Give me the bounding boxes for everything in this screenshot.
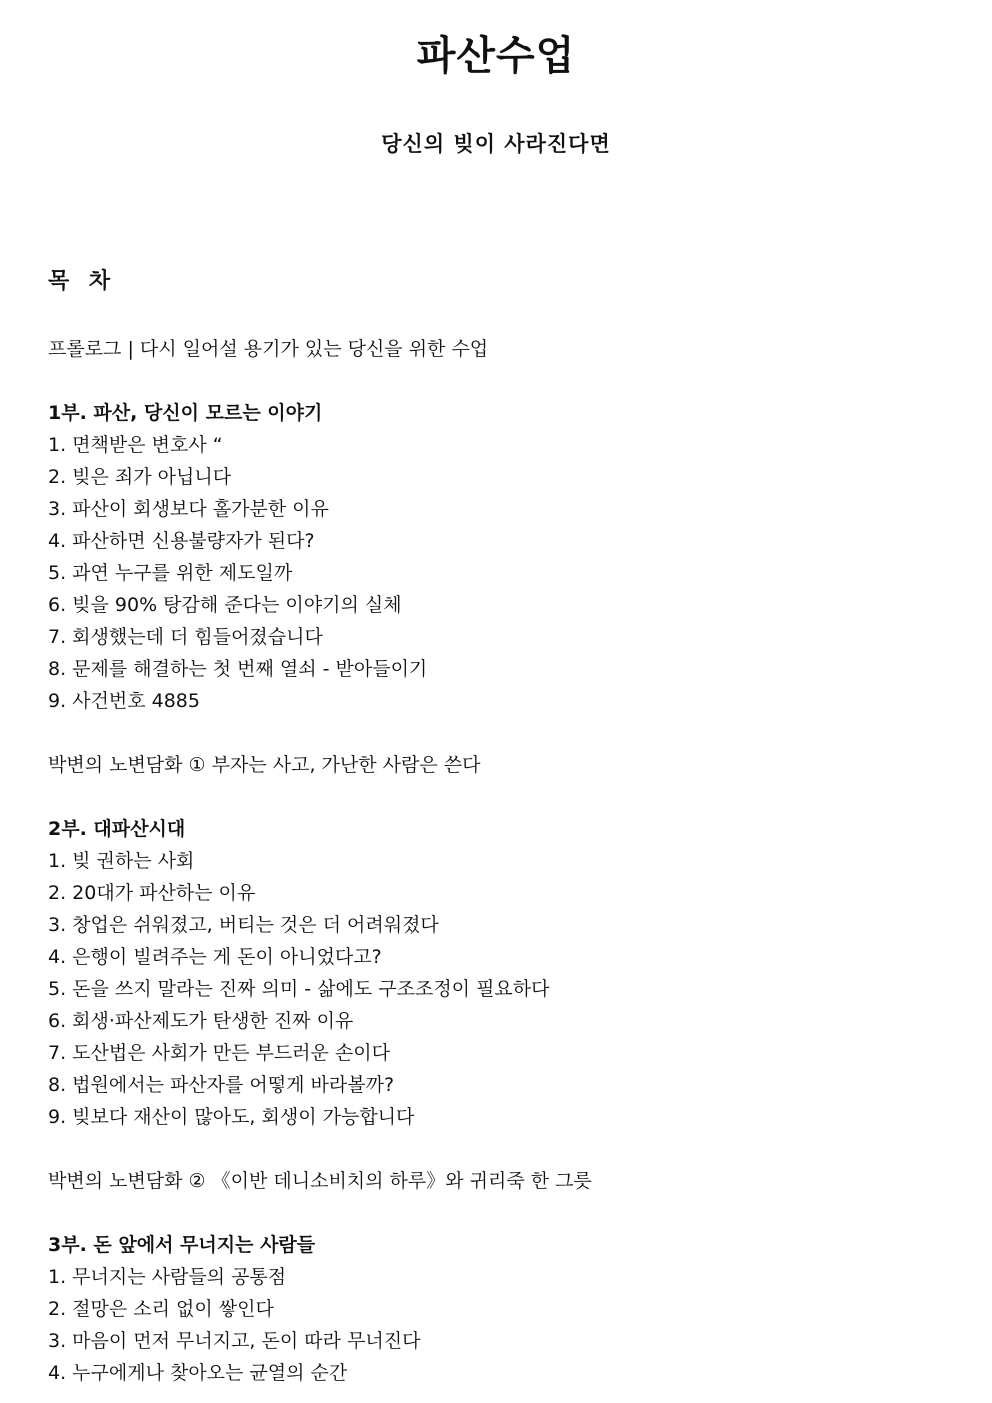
chapter-entry: 9. 빚보다 재산이 많아도, 회생이 가능합니다 bbox=[48, 1106, 415, 1128]
chapter-entry: 4. 파산하면 신용불량자가 된다? bbox=[48, 530, 315, 552]
chapter-entry: 2. 절망은 소리 없이 쌓인다 bbox=[48, 1298, 274, 1320]
essay-entry-1: 박변의 노변담화 ① 부자는 사고, 가난한 사람은 쓴다 bbox=[48, 754, 481, 776]
chapter-entry: 4. 누구에게나 찾아오는 균열의 순간 bbox=[48, 1362, 348, 1384]
chapter-entry: 1. 면책받은 변호사 “ bbox=[48, 434, 223, 456]
chapter-entry: 1. 빚 권하는 사회 bbox=[48, 850, 195, 872]
part-1-title: 1부. 파산, 당신이 모르는 이야기 bbox=[48, 402, 323, 424]
essay-entry-2: 박변의 노변담화 ② 《이반 데니소비치의 하루》와 귀리죽 한 그릇 bbox=[48, 1170, 592, 1192]
chapter-entry: 5. 과연 누구를 위한 제도일까 bbox=[48, 562, 293, 584]
chapter-entry: 6. 빚을 90% 탕감해 준다는 이야기의 실체 bbox=[48, 594, 402, 616]
chapter-entry: 6. 회생·파산제도가 탄생한 진짜 이유 bbox=[48, 1010, 354, 1032]
table-of-contents bbox=[48, 333, 948, 1389]
prologue-entry: 프롤로그 | 다시 일어설 용기가 있는 당신을 위한 수업 bbox=[48, 338, 489, 360]
part-3-title: 3부. 돈 앞에서 무너지는 사람들 bbox=[48, 1234, 316, 1256]
chapter-entry: 2. 빚은 죄가 아닙니다 bbox=[48, 466, 232, 488]
chapter-entry: 3. 창업은 쉬워졌고, 버티는 것은 더 어려워졌다 bbox=[48, 914, 439, 936]
chapter-entry: 3. 파산이 회생보다 홀가분한 이유 bbox=[48, 498, 329, 520]
chapter-entry: 8. 문제를 해결하는 첫 번째 열쇠 - 받아들이기 bbox=[48, 658, 428, 680]
part-2-title: 2부. 대파산시대 bbox=[48, 818, 186, 840]
chapter-entry: 5. 돈을 쓰지 말라는 진짜 의미 - 삶에도 구조조정이 필요하다 bbox=[48, 978, 550, 1000]
toc-heading: 목 차 bbox=[48, 269, 117, 294]
chapter-entry: 4. 은행이 빌려주는 게 돈이 아니었다고? bbox=[48, 946, 382, 968]
document-title: 파산수업 bbox=[416, 33, 576, 79]
document-subtitle: 당신의 빚이 사라진다면 bbox=[381, 132, 611, 156]
chapter-entry: 8. 법원에서는 파산자를 어떻게 바라볼까? bbox=[48, 1074, 395, 1096]
chapter-entry: 7. 회생했는데 더 힘들어졌습니다 bbox=[48, 626, 323, 648]
chapter-entry: 9. 사건번호 4885 bbox=[48, 690, 200, 712]
chapter-entry: 2. 20대가 파산하는 이유 bbox=[48, 882, 256, 904]
chapter-entry: 7. 도산법은 사회가 만든 부드러운 손이다 bbox=[48, 1042, 390, 1064]
chapter-entry: 1. 무너지는 사람들의 공통점 bbox=[48, 1266, 287, 1288]
chapter-entry: 3. 마음이 먼저 무너지고, 돈이 따라 무너진다 bbox=[48, 1330, 421, 1352]
